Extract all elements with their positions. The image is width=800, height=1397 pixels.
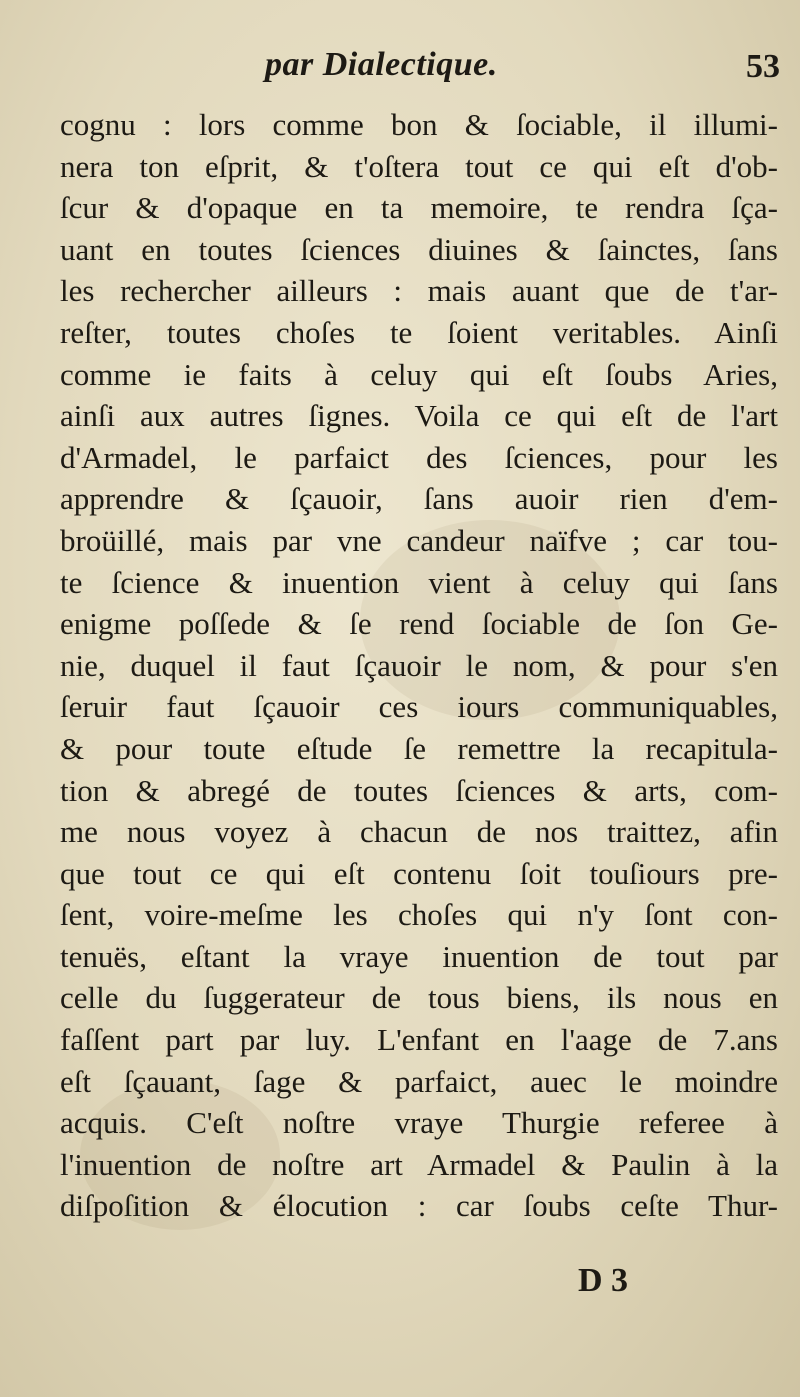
text-line: nera ton eſprit, & t'oſtera tout ce qui eſt d'ob- (60, 148, 778, 184)
text-line: tion & abregé de toutes ſciences & arts, com- (60, 772, 778, 808)
text-line: d'Armadel, le parfaict des ſciences, pour les (60, 439, 778, 475)
text-line: uant en toutes ſciences diuines & ſainctes, ſans (60, 231, 778, 267)
text-line: tenuës, eſtant la vraye inuention de tout par (60, 938, 778, 974)
text-line: & pour toute eſtude ſe remettre la recapitula- (60, 730, 778, 766)
text-line: cognu : lors comme bon & ſociable, il illumi- (60, 107, 778, 142)
text-line: reſter, toutes choſes te ſoient veritables. Ainſi (60, 314, 778, 350)
text-line: comme ie faits à celuy qui eſt ſoubs Aries, (60, 356, 778, 392)
text-line: acquis. C'eſt noſtre vraye Thurgie referee à (60, 1105, 778, 1141)
text-line: me nous voyez à chacun de nos traittez, afin (60, 814, 778, 850)
text-line: ſeruir faut ſçauoir ces iours communiquables, (60, 689, 778, 725)
text-line: ainſi aux autres ſignes. Voila ce qui eſt de l'art (60, 398, 778, 434)
text-line: faſſent part par luy. L'enfant en l'aage de 7.ans (60, 1022, 778, 1058)
text-line: que tout ce qui eſt contenu ſoit touſiours pre- (60, 855, 778, 891)
page-number: 53 (746, 48, 780, 85)
text-line: diſpoſition & élocution : car ſoubs ceſte Thur- (60, 1188, 778, 1224)
text-line: enigme poſſede & ſe rend ſociable de ſon Ge- (60, 606, 778, 642)
text-line: ſcur & d'opaque en ta memoire, te rendra ſça- (60, 190, 778, 226)
page-header (60, 40, 780, 100)
text-line: ſent, voire-meſme les choſes qui n'y ſont con- (60, 897, 778, 933)
text-line: broüillé, mais par vne candeur naïfve ; car tou- (60, 522, 778, 558)
body-text (60, 104, 778, 1227)
text-line: l'inuention de noſtre art Armadel & Paulin à la (60, 1146, 778, 1182)
text-line: te ſcience & inuention vient à celuy qui ſans (60, 564, 778, 600)
text-line: apprendre & ſçauoir, ſans auoir rien d'em- (60, 481, 778, 517)
signature-mark: D 3 (578, 1262, 629, 1299)
text-line: nie, duquel il faut ſçauoir le nom, & pour s'en (60, 647, 778, 683)
text-line: celle du ſuggerateur de tous biens, ils nous en (60, 980, 778, 1016)
running-head: par Dialectique. (265, 46, 498, 83)
text-line: eſt ſçauant, ſage & parfaict, auec le moindre (60, 1063, 778, 1099)
text-line: les rechercher ailleurs : mais auant que de t'ar- (60, 273, 778, 309)
